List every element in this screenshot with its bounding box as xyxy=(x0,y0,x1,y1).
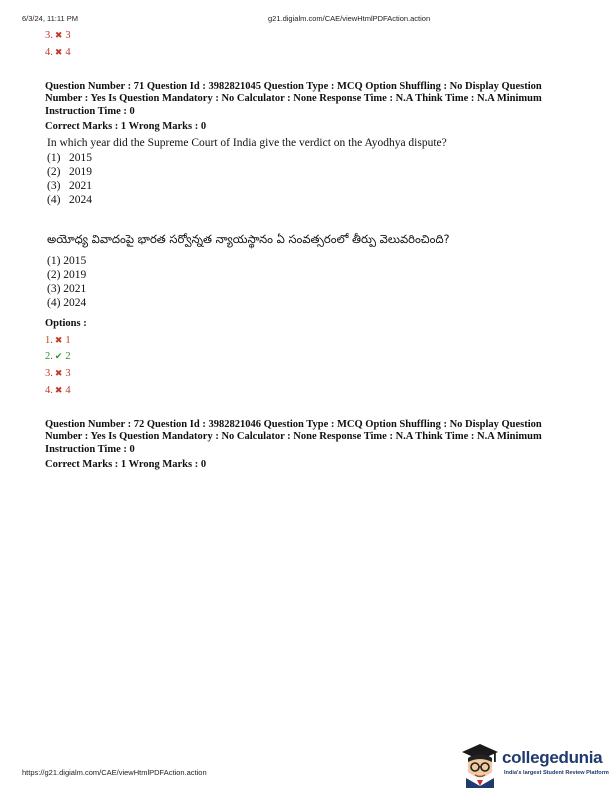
cross-icon: ✖ xyxy=(54,385,63,395)
q71-option-2: 2. ✔ 2 xyxy=(45,351,71,362)
print-url: g21.digialm.com/CAE/viewHtmlPDFAction.action xyxy=(268,14,431,23)
collegedunia-logo xyxy=(458,742,608,788)
print-timestamp: 6/3/24, 11:11 PM xyxy=(22,14,79,23)
cross-icon: ✖ xyxy=(54,368,63,378)
q71-choice-en-3: (3) 2021 xyxy=(47,180,92,192)
q71-choice-en-1: (1) 2015 xyxy=(47,152,92,164)
q71-meta: Question Number : 71 Question Id : 3982821045 Question Type : MCQ Option Shuffling : No Display Question Number : Yes Is Question Mandatory : No Calculator : None Response Time : N.A Think Time : N.A Minimum Instruction Time : 0 xyxy=(45,81,542,117)
logo-wordmark: collegedunia xyxy=(502,748,603,767)
q71-choice-en-2: (2) 2019 xyxy=(47,166,92,178)
prev-option-3: 3. ✖ 3 xyxy=(45,30,71,41)
prev-option-4: 4. ✖ 4 xyxy=(45,47,71,58)
cross-icon: ✖ xyxy=(54,30,63,40)
graduate-mascot-icon xyxy=(458,742,502,788)
q71-choice-en-4: (4) 2024 xyxy=(47,194,92,206)
logo-tagline: India's largest Student Review Platform xyxy=(504,770,609,776)
q71-question-text-en: In which year did the Supreme Court of India give the verdict on the Ayodhya dispute? xyxy=(47,137,447,149)
cross-icon: ✖ xyxy=(54,335,63,345)
footer-url: https://g21.digialm.com/CAE/viewHtmlPDFAction.action xyxy=(22,768,207,777)
q71-marks: Correct Marks : 1 Wrong Marks : 0 xyxy=(45,121,207,132)
q71-choice-te-3: (3) 2021 xyxy=(47,283,87,295)
q71-choice-te-4: (4) 2024 xyxy=(47,297,87,309)
q72-meta: Question Number : 72 Question Id : 3982821046 Question Type : MCQ Option Shuffling : No Display Question Number : Yes Is Question Mandatory : No Calculator : None Response Time : N.A Think Time : N.A Minimum Instruction Time : 0 xyxy=(45,419,542,455)
cross-icon: ✖ xyxy=(54,47,63,57)
q72-marks: Correct Marks : 1 Wrong Marks : 0 xyxy=(45,459,207,470)
check-icon: ✔ xyxy=(54,351,63,361)
q71-options-label: Options : xyxy=(45,318,87,329)
q71-choice-te-1: (1) 2015 xyxy=(47,255,87,267)
q71-option-4: 4. ✖ 4 xyxy=(45,385,71,396)
q71-option-3: 3. ✖ 3 xyxy=(45,368,71,379)
q71-choice-te-2: (2) 2019 xyxy=(47,269,87,281)
q71-question-text-te: అయోధ్య వివాదంపై భారత సర్వోన్నత న్యాయస్థానం ఏ సంవత్సరంలో తీర్పు వెలువరించింది? xyxy=(47,232,450,246)
q71-option-1: 1. ✖ 1 xyxy=(45,335,71,346)
